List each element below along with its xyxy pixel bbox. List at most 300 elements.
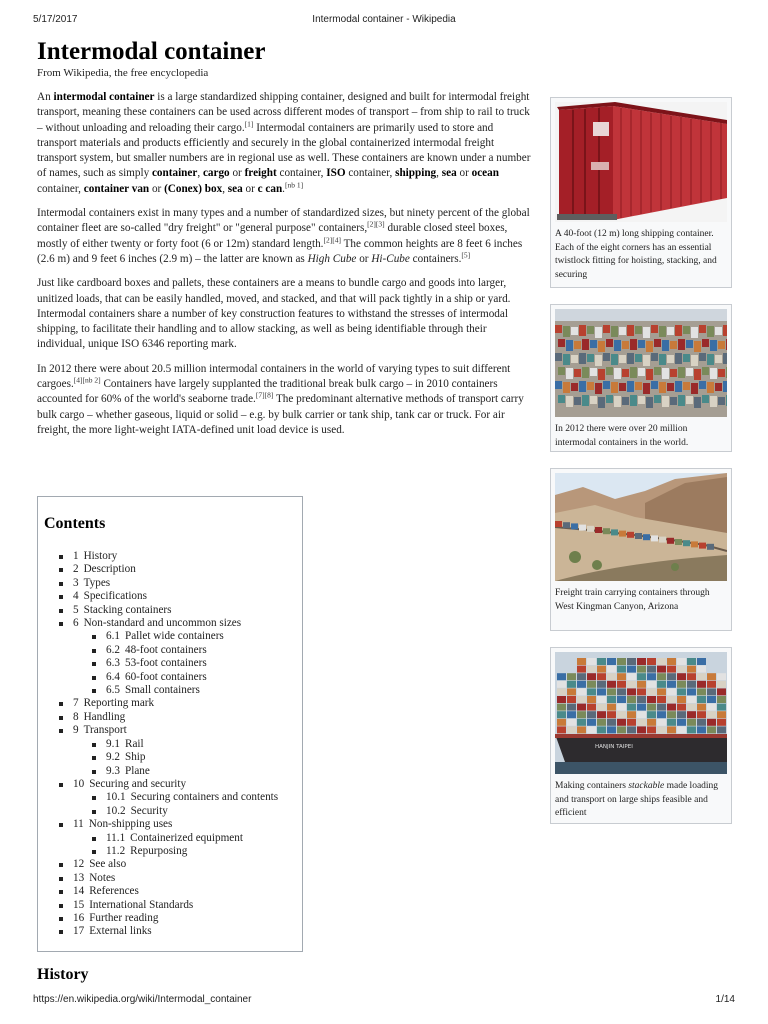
toc-label[interactable]: Types [83, 576, 111, 589]
yard-container [614, 396, 621, 407]
toc-item[interactable] [58, 577, 278, 590]
ship-container [717, 696, 726, 703]
ship-container [557, 688, 566, 695]
ship-container [637, 704, 646, 711]
ship-container [697, 711, 706, 718]
yard-container [587, 382, 594, 390]
container-ship-image[interactable] [555, 652, 727, 774]
container-yard-image[interactable] [555, 309, 727, 417]
yard-container [563, 382, 570, 393]
yard-container [699, 353, 706, 361]
toc-item[interactable] [58, 818, 278, 858]
figure-caption: Freight train carrying containers through West Kingman Canyon, Arizona [555, 588, 710, 612]
bullet-icon [92, 649, 96, 653]
ship-container [707, 688, 716, 695]
toc-item[interactable] [58, 711, 278, 724]
ship-container [667, 666, 676, 673]
toc-label[interactable]: Rail [124, 737, 144, 750]
bullet-icon [92, 676, 96, 680]
yard-container [579, 353, 586, 364]
toc-sublist [91, 791, 278, 818]
toc-item[interactable] [91, 657, 278, 670]
ship-container [587, 719, 596, 726]
ship-container [567, 726, 576, 733]
ship-container [577, 658, 586, 665]
ship-container [677, 696, 686, 703]
ship-container [567, 719, 576, 726]
toc-number: 16 [73, 911, 85, 924]
ref-link[interactable]: [2][4] [323, 234, 341, 244]
toc-label[interactable]: Non-standard and uncommon sizes [83, 617, 242, 630]
yard-container [603, 353, 610, 361]
toc-label[interactable]: Reporting mark [83, 697, 155, 710]
train-container [635, 533, 642, 539]
ship-container [597, 711, 606, 718]
toc-item[interactable] [91, 751, 278, 764]
toc-item[interactable] [91, 791, 278, 804]
ship-container [637, 696, 646, 703]
yard-container [611, 326, 618, 337]
toc-item[interactable] [91, 805, 278, 818]
ship-container [707, 696, 716, 703]
ship-container [557, 681, 566, 688]
ship-container [637, 658, 646, 665]
ship-container [667, 719, 676, 726]
ship-container [707, 719, 716, 726]
ship-container [587, 688, 596, 695]
toc-item[interactable] [58, 899, 278, 912]
yard-container [694, 369, 701, 380]
toc-item[interactable] [58, 724, 278, 778]
yard-container [630, 339, 637, 350]
yard-container [566, 368, 573, 379]
ship-container [627, 681, 636, 688]
yard-container [638, 340, 645, 348]
yard-container [710, 396, 717, 407]
bullet-icon [92, 837, 96, 841]
yard-container [606, 339, 613, 347]
ship-container [577, 681, 586, 688]
ref-link[interactable]: [1] [244, 118, 254, 128]
toc-label[interactable]: Security [130, 804, 168, 817]
yard-container [571, 355, 578, 363]
ship-container [617, 719, 626, 726]
yard-container [683, 382, 690, 390]
ship-container [697, 704, 706, 711]
toc-item[interactable] [58, 778, 278, 818]
toc-sublist [91, 738, 278, 778]
toc-label[interactable]: Stacking containers [83, 603, 172, 616]
toc-number: 1 [73, 550, 79, 562]
ship-container [667, 696, 676, 703]
yard-container [646, 341, 653, 352]
ship-container [657, 726, 666, 733]
ship-container [657, 681, 666, 688]
toc-number: 6.1 [106, 630, 120, 643]
yard-container [574, 369, 581, 377]
ship-container [717, 726, 726, 733]
ship-container [577, 711, 586, 718]
ship-container [587, 673, 596, 680]
print-date: 5/17/2017 [33, 14, 78, 25]
term-intermodal-container: intermodal container [53, 91, 155, 103]
page-title: Intermodal container [37, 38, 266, 65]
train-container [651, 535, 658, 541]
ship-container [687, 681, 696, 688]
print-title: Intermodal container - Wikipedia [312, 14, 456, 25]
yard-container [606, 367, 613, 375]
figure-freight-train [550, 468, 732, 631]
yard-container [566, 340, 573, 351]
yard-container [611, 354, 618, 365]
toc-label[interactable]: Small containers [124, 684, 200, 697]
toc-label[interactable]: Handling [83, 710, 126, 723]
ship-container [667, 711, 676, 718]
yard-container [643, 355, 650, 366]
yard-container [662, 368, 669, 379]
ship-container [657, 673, 666, 680]
figure-caption: A 40-foot (12 m) long shipping container. Each of the eight corners has an essential twistlock fitting for hoisting, stacking, and securing [555, 229, 717, 280]
bullet-icon [59, 904, 63, 908]
ship-container [637, 673, 646, 680]
toc-item[interactable] [58, 885, 278, 898]
yard-container [643, 327, 650, 338]
train-container [659, 537, 666, 543]
toc-label[interactable]: Ship [124, 751, 146, 764]
ship-container [687, 666, 696, 673]
ship-container [587, 658, 596, 665]
ship-container [677, 673, 686, 680]
ship-container [667, 681, 676, 688]
yard-container [555, 381, 562, 389]
toc-number: 11.2 [106, 844, 126, 857]
train-container [643, 534, 650, 540]
yard-container [590, 368, 597, 376]
yard-container [667, 327, 674, 335]
yard-container [622, 341, 629, 349]
ship-container [647, 719, 656, 726]
yard-container [614, 340, 621, 351]
yard-container [638, 368, 645, 376]
yard-container [691, 383, 698, 394]
ship-container [697, 719, 706, 726]
ship-container [667, 704, 676, 711]
print-url: https://en.wikipedia.org/wiki/Intermodal_container [33, 994, 252, 1005]
ship-container [627, 704, 636, 711]
yard-container [574, 341, 581, 349]
ship-container [677, 726, 686, 733]
ship-container [697, 696, 706, 703]
yard-container [587, 326, 594, 334]
toc-label[interactable]: Non-shipping uses [88, 818, 173, 831]
freight-train-image[interactable] [555, 473, 727, 581]
train-container [587, 526, 594, 532]
ship-container [717, 719, 726, 726]
bullet-icon [92, 796, 96, 800]
ship-container [677, 666, 686, 673]
train-container [571, 523, 578, 529]
yard-container [659, 382, 666, 393]
yard-container [619, 383, 626, 391]
yard-container [651, 325, 658, 333]
ship-container [587, 696, 596, 703]
toc-number: 6.2 [106, 643, 120, 656]
yard-container [694, 341, 701, 352]
yard-container [670, 397, 677, 405]
toc-item[interactable] [91, 845, 278, 858]
ship-container [627, 696, 636, 703]
ship-container [577, 673, 586, 680]
toc-number: 13 [73, 871, 85, 884]
ship-container [677, 658, 686, 665]
bullet-icon [59, 622, 63, 626]
yard-container [555, 325, 562, 333]
toc-item[interactable] [91, 671, 278, 684]
toc-item[interactable] [58, 912, 278, 925]
ship-container [567, 673, 576, 680]
train-container [707, 544, 714, 550]
ship-container [677, 681, 686, 688]
ship-container [587, 726, 596, 733]
toc-item[interactable] [58, 563, 278, 576]
toc-label[interactable]: External links [89, 925, 152, 938]
toc-label[interactable]: Securing and security [89, 777, 187, 790]
yard-container [691, 327, 698, 338]
ship-container [577, 726, 586, 733]
ship-container [597, 658, 606, 665]
yard-container [651, 353, 658, 361]
ship-container [647, 696, 656, 703]
yard-container [718, 341, 725, 349]
yard-container [571, 383, 578, 391]
yard-container [718, 397, 725, 405]
ship-container [677, 719, 686, 726]
toc-label[interactable]: Containerized equipment [130, 831, 243, 844]
ship-container [647, 688, 656, 695]
ship-container [617, 726, 626, 733]
toc-item[interactable] [91, 630, 278, 643]
bullet-icon [59, 890, 63, 894]
train-container [563, 522, 570, 528]
toc-label[interactable]: Notes [89, 871, 116, 884]
yard-container [635, 354, 642, 362]
yard-container [699, 381, 706, 389]
ship-container [577, 666, 586, 673]
ship-container [687, 688, 696, 695]
ref-link[interactable]: [2][3] [367, 219, 385, 229]
yard-container [595, 327, 602, 338]
ship-container [687, 711, 696, 718]
toc-label[interactable]: 48-foot containers [124, 643, 207, 656]
yard-container [718, 369, 725, 377]
yard-container [630, 395, 637, 406]
yard-container [563, 326, 570, 337]
bullet-icon [59, 823, 63, 827]
yard-container [702, 367, 709, 375]
bullet-icon [59, 555, 63, 559]
ship-container [627, 711, 636, 718]
yard-container [582, 339, 589, 350]
yard-container [723, 325, 727, 336]
ship-container [617, 696, 626, 703]
toc-label[interactable]: Transport [83, 724, 127, 737]
yard-container [558, 395, 565, 403]
yard-container [558, 339, 565, 347]
toc-item[interactable] [91, 765, 278, 778]
toc-item[interactable] [91, 644, 278, 657]
yard-container [635, 326, 642, 334]
bullet-icon [59, 582, 63, 586]
bullet-icon [59, 863, 63, 867]
toc-sublist [91, 832, 278, 859]
yard-container [667, 383, 674, 391]
toc-item[interactable] [58, 925, 278, 938]
ship-container [557, 711, 566, 718]
yard-container [595, 383, 602, 394]
bullet-icon [92, 770, 96, 774]
intro-paragraph-3: Just like cardboard boxes and pallets, these containers are a means to bundle cargo and goods into larger, unitized loads, that can be easily handled, moved, and stacked, and that will pack tightly in a ship or yard. Intermodal containers share a number of key construction features to withstand the stresses of intermodal shipping, to facilitate their handling and to allow stacking, as well as being identifiable through their individual, unique ISO 6346 reporting mark. [37, 277, 511, 351]
toc-label[interactable]: Further reading [89, 911, 159, 924]
ship-container [637, 681, 646, 688]
toc-label[interactable]: International Standards [89, 898, 194, 911]
ship-container [637, 688, 646, 695]
yard-container [587, 354, 594, 362]
bullet-icon [92, 756, 96, 760]
yard-container [603, 325, 610, 333]
ship-container [687, 726, 696, 733]
toc-item[interactable] [91, 738, 278, 751]
toc-label[interactable]: References [89, 885, 139, 898]
toc-number: 17 [73, 925, 85, 938]
ship-container [667, 688, 676, 695]
ship-container [667, 726, 676, 733]
toc-number: 9.3 [106, 764, 120, 777]
toc-label[interactable]: Repurposing [130, 844, 188, 857]
toc-label[interactable]: 60-foot containers [124, 670, 207, 683]
toc-label[interactable]: History [83, 550, 118, 562]
yard-container [715, 383, 722, 391]
toc-item[interactable] [58, 590, 278, 603]
yard-container [678, 395, 685, 406]
ship-container [607, 711, 616, 718]
train-container [627, 532, 634, 538]
toc-item[interactable] [58, 697, 278, 710]
ship-container [657, 719, 666, 726]
ship-container [677, 711, 686, 718]
ship-container [697, 673, 706, 680]
intro-paragraph-4: In 2012 there were about 20.5 million intermodal containers in the world of varying types to suit different cargoes.[4][nb 2] Containers have largely supplanted the traditional break bulk cargo – in 2010 containers accounted for 60% of the world's seaborne trade.[7][8] The predominant alternative methods of transport carry bulk cargo – whether gaseous, liquid or solid – e.g. by bulk carrier or tank ship, tank car or truck. For air freight, the more light-weight IATA-defined unit load device is used. [37, 362, 524, 436]
yard-container [627, 325, 634, 336]
ship-container [587, 704, 596, 711]
yard-container [675, 353, 682, 364]
ref-link[interactable]: [5] [461, 250, 471, 260]
container-image[interactable] [555, 102, 727, 222]
page-number: 1/14 [715, 994, 735, 1005]
figure-container [550, 97, 732, 288]
toc-number: 4 [73, 590, 79, 603]
print-footer [33, 994, 735, 1008]
ship-container [567, 688, 576, 695]
train-container [619, 531, 626, 537]
ship-container [647, 673, 656, 680]
toc-number: 10 [73, 777, 85, 790]
toc-item[interactable] [58, 550, 278, 563]
yard-container [710, 368, 717, 379]
yard-container [654, 367, 661, 375]
toc-item[interactable] [58, 872, 278, 885]
toc-label[interactable]: Specifications [83, 590, 147, 603]
ship-container [567, 681, 576, 688]
toc-label[interactable]: 53-foot containers [124, 657, 207, 670]
ship-container [657, 696, 666, 703]
yard-container [691, 355, 698, 366]
toc-item[interactable] [58, 858, 278, 871]
toc-label[interactable]: Securing containers and contents [130, 791, 279, 804]
page-tagline: From Wikipedia, the free encyclopedia [37, 67, 209, 79]
ref-link[interactable]: [7][8] [255, 390, 274, 400]
ref-link[interactable]: [4][nb 2] [73, 375, 101, 385]
ship-container [597, 688, 606, 695]
toc-label[interactable]: See also [89, 858, 127, 871]
bullet-icon [59, 716, 63, 720]
yard-container [590, 396, 597, 404]
ship-container [637, 726, 646, 733]
train-container [683, 540, 690, 546]
toc-item[interactable] [58, 604, 278, 617]
toc-number: 9 [73, 724, 79, 737]
yard-container [726, 367, 727, 378]
ship-container [677, 688, 686, 695]
ship-container [617, 673, 626, 680]
toc-number: 6 [73, 617, 79, 630]
toc-label[interactable]: Pallet wide containers [124, 630, 224, 643]
yard-container [654, 339, 661, 347]
yard-container [651, 381, 658, 389]
yard-container [611, 382, 618, 393]
ship-container [607, 658, 616, 665]
ship-container [647, 666, 656, 673]
yard-container [595, 355, 602, 366]
toc-label[interactable]: Plane [124, 764, 150, 777]
ship-container [637, 666, 646, 673]
ship-container [617, 704, 626, 711]
bullet-icon [59, 609, 63, 613]
ship-container [597, 681, 606, 688]
toc-label[interactable]: Description [83, 563, 136, 576]
ship-container [697, 688, 706, 695]
ship-container [607, 719, 616, 726]
ship-container [607, 726, 616, 733]
yard-container [675, 381, 682, 392]
ship-container [657, 666, 666, 673]
ship-container [627, 673, 636, 680]
ship-container [707, 681, 716, 688]
bullet-icon [92, 689, 96, 693]
ship-container [617, 658, 626, 665]
yard-container [694, 397, 701, 408]
toc-number: 3 [73, 576, 79, 589]
note-link[interactable]: [nb 1] [284, 180, 304, 190]
train-container [579, 525, 586, 531]
yard-container [598, 341, 605, 352]
yard-container [555, 353, 562, 361]
toc-item[interactable] [91, 832, 278, 845]
toc-number: 2 [73, 563, 79, 576]
toc-item[interactable] [58, 617, 278, 697]
yard-container [678, 367, 685, 378]
toc-item[interactable] [91, 684, 278, 697]
ship-container [717, 673, 726, 680]
